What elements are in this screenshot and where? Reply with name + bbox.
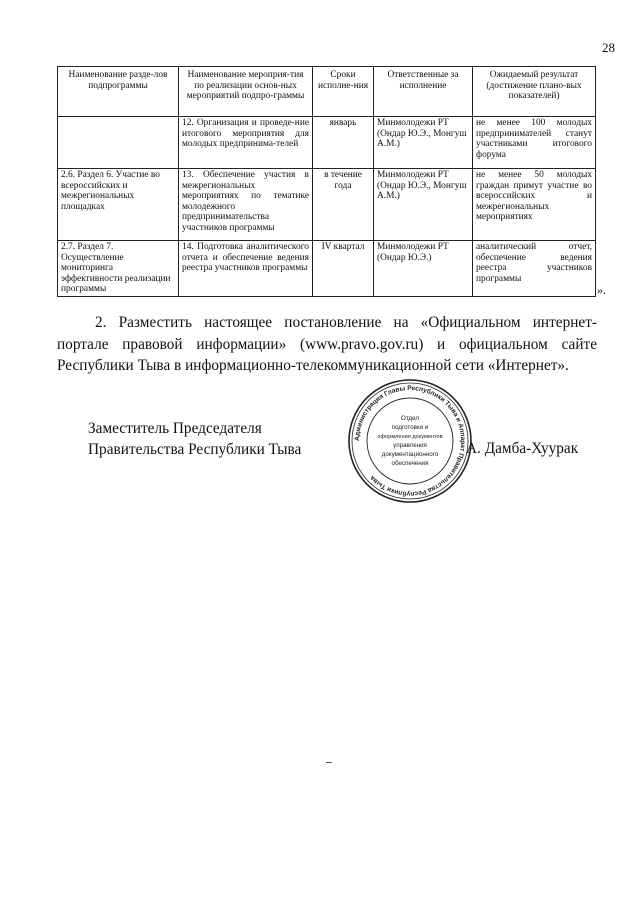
table-row	[58, 241, 596, 297]
signer-name: А. Дамба-Хуурак	[466, 440, 579, 457]
signer-position-line2: Правительства Республики Тыва	[88, 441, 302, 458]
page-mark-dash	[326, 762, 332, 763]
header-result: Ожидаемый результат (достижение плано-вых показателей)	[473, 67, 596, 117]
cell-activity: 13. Обеспечение участия в межрегиональных мероприятиях по тематике молодежного предпринимательства участников программы	[179, 169, 313, 241]
cell-term: январь	[313, 117, 374, 169]
stamp-center-line: оформления документов	[377, 434, 443, 440]
cell-activity: 14. Подготовка аналитического отчета и обеспечение ведения реестра участников программы	[179, 241, 313, 297]
stamp-center-line: документационного	[381, 451, 439, 458]
signer-position	[88, 418, 308, 460]
stamp-ring-text: Администрация Главы Республики Тыва и Аппарат Правительства Республики Тыва	[353, 384, 467, 498]
stamp-center-line: управления	[393, 442, 427, 449]
stamp-center-line: обеспечения	[391, 460, 429, 467]
header-activity: Наименование мероприя-тия по реализации основ-ных мероприятий подпро-граммы	[179, 67, 313, 117]
cell-term: в течение года	[313, 169, 374, 241]
official-stamp	[346, 377, 474, 505]
cell-responsible: Минмолодежи РТ (Ондар Ю.Э.)	[374, 241, 473, 297]
cell-activity: 12. Организация и проведе-ние итогового мероприятия для молодых предпринима-телей	[179, 117, 313, 169]
header-section: Наименование разде-лов подпрограммы	[58, 67, 179, 117]
cell-responsible: Минмолодежи РТ (Ондар Ю.Э., Монгуш А.М.)	[374, 117, 473, 169]
stamp-center-line: Отдел	[401, 415, 419, 422]
signer-position-line1: Заместитель Председателя	[88, 420, 262, 437]
activities-table	[57, 66, 596, 297]
cell-responsible: Минмолодежи РТ (Ондар Ю.Э., Монгуш А.М.)	[374, 169, 473, 241]
paragraph-text: 2. Разместить настоящее постановление на «Официальном интернет-портале правовой информации» (www.pravo.gov.ru) и официальном сайте Республики Тыва в информационно-телекоммуникационной сети «Интернет».	[57, 314, 597, 374]
cell-term: IV квартал	[313, 241, 374, 297]
cell-result: не менее 100 молодых предпринимателей станут участниками итогового форума	[473, 117, 596, 169]
cell-section: 2.7. Раздел 7. Осуществление мониторинга эффективности реализации программы	[58, 241, 179, 297]
closing-quote-mark: ».	[597, 283, 606, 297]
header-responsible: Ответственные за исполнение	[374, 67, 473, 117]
stamp-center-line: подготовки и	[391, 424, 429, 431]
resolution-paragraph	[57, 312, 597, 377]
cell-section	[58, 117, 179, 169]
page-number: 28	[602, 40, 615, 55]
cell-result: не менее 50 молодых граждан примут участие во всероссийских и межрегиональных мероприятиях	[473, 169, 596, 241]
header-term: Сроки исполне-ния	[313, 67, 374, 117]
table-row	[58, 169, 596, 241]
table-row	[58, 117, 596, 169]
cell-section: 2.6. Раздел 6. Участие во всероссийских и межрегиональных площадках	[58, 169, 179, 241]
cell-result: аналитический отчет, обеспечение ведения реестра участников программы	[473, 241, 596, 297]
table-header-row	[58, 67, 596, 117]
